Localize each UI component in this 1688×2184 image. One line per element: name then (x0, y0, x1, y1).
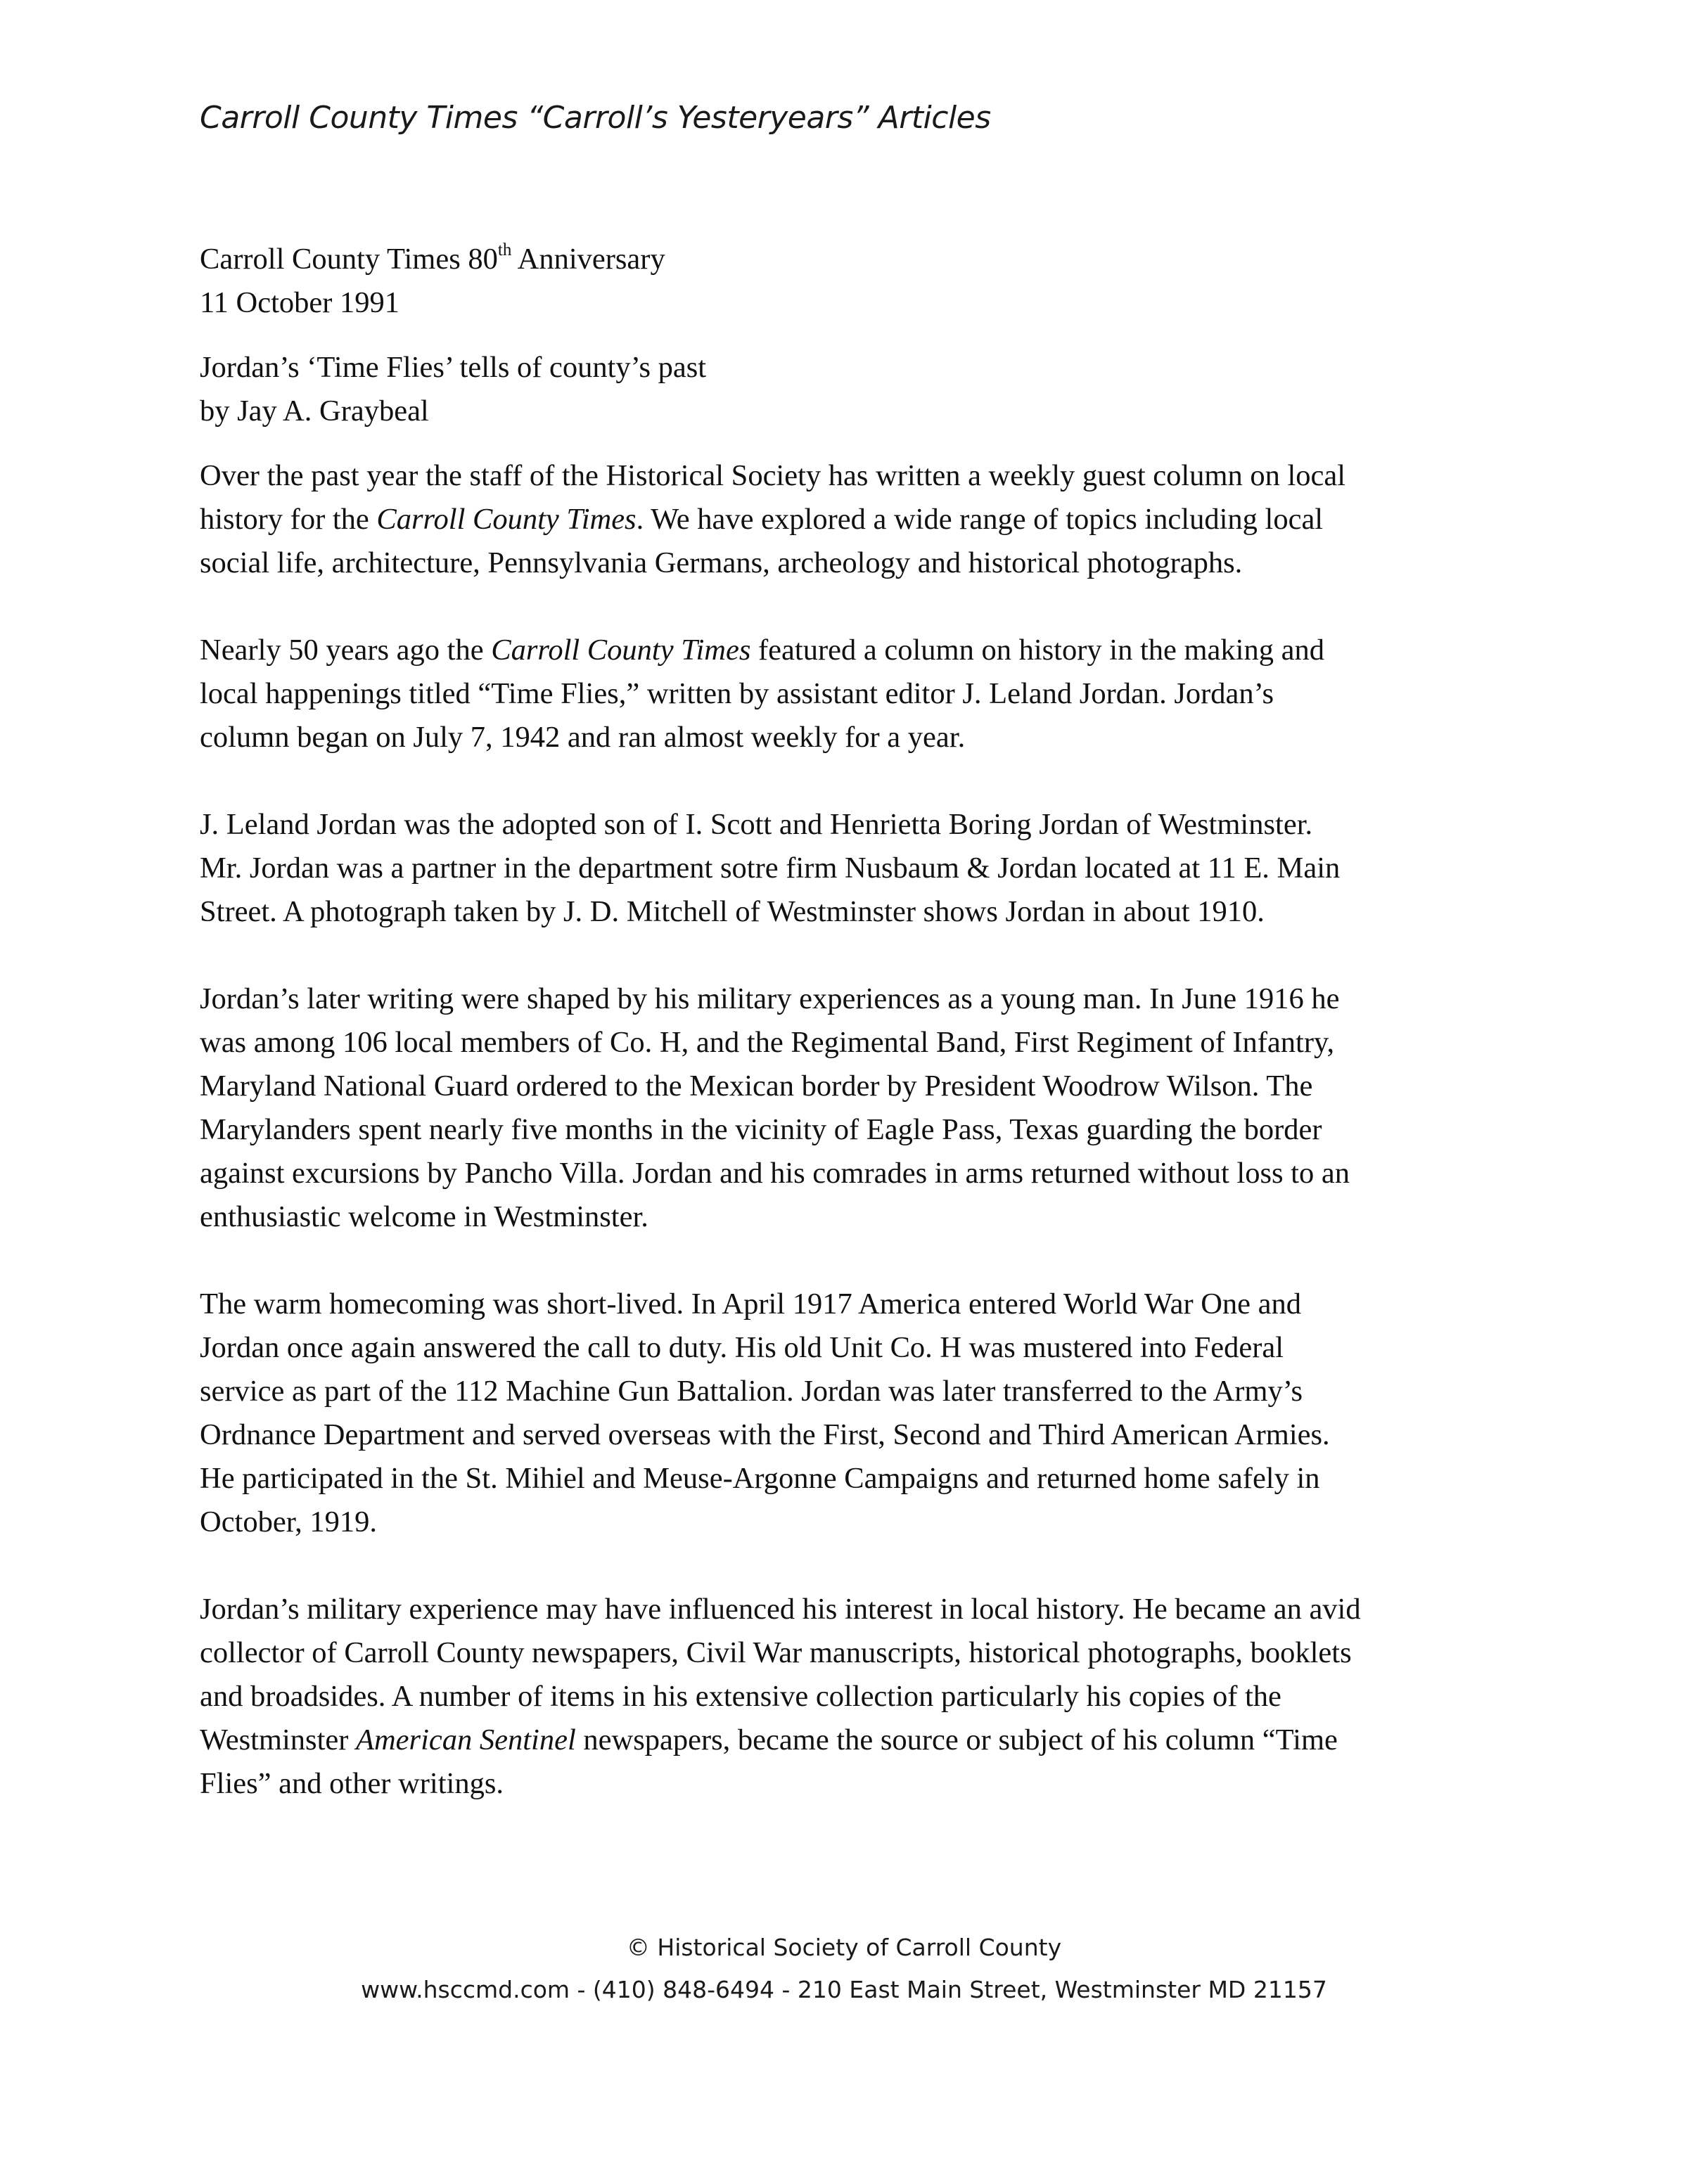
article-paragraphs (200, 454, 1505, 1806)
paragraph-1: Over the past year the staff of the Historical Society has written a weekly guest column on local history for the Carroll County Times. We have explored a wide range of topics including local social life, architecture, Pennsylvania Germans, archeology and historical photographs. (200, 459, 1346, 579)
page-footer (0, 1927, 1688, 2011)
copyright-notice: © Historical Society of Carroll County (626, 1934, 1062, 1961)
contact-info: www.hsccmd.com - (410) 848-6494 - 210 East Main Street, Westminster MD 21157 (361, 1976, 1327, 2003)
publication-info (200, 238, 1505, 325)
paragraph-2: Nearly 50 years ago the Carroll County Times featured a column on history in the making and local happenings titled “Time Flies,” written by assistant editor J. Leland Jordan. Jordan’s column began on July 7, 1942 and ran almost weekly for a year. (200, 634, 1324, 754)
running-header: Carroll County Times “Carroll’s Yesteryears” Articles (200, 100, 991, 136)
article-body (200, 238, 1505, 1806)
article-heading (200, 346, 1505, 433)
publication-name: Carroll County Times 80th Anniversary (200, 240, 665, 276)
paragraph-5: The warm homecoming was short-lived. In April 1917 America entered World War One and Jordan once again answered the call to duty. His old Unit Co. H was mustered into Federal service as part of the 112 Machine Gun Battalion. Jordan was later transferred to the Army’s Ordnance Department and served overseas with the First, Second and Third American Armies. He participated in the St. Mihiel and Meuse-Argonne Campaigns and returned home safely in October, 1919. (200, 1287, 1330, 1539)
paragraph-6: Jordan’s military experience may have influenced his interest in local history. He became an avid collector of Carroll County newspapers, Civil War manuscripts, historical photographs, booklets and broadsides. A number of items in his extensive collection particularly his copies of the Westminster American Sentinel newspapers, became the source or subject of his column “Time Flies” and other writings. (200, 1593, 1361, 1800)
newspaper-title: Carroll County Times (376, 503, 637, 536)
paragraph-3: J. Leland Jordan was the adopted son of I. Scott and Henrietta Boring Jordan of Westminster. Mr. Jordan was a partner in the department sotre firm Nusbaum & Jordan located at 11 E. Main Street. A photograph taken by J. D. Mitchell of Westminster shows Jordan in about 1910. (200, 808, 1341, 928)
publication-date: 11 October 1991 (200, 286, 400, 319)
paragraph-4: Jordan’s later writing were shaped by his military experiences as a young man. In June 1916 he was among 106 local members of Co. H, and the Regimental Band, First Regiment of Infantry, Maryland National Guard ordered to the Mexican border by President Woodrow Wilson. The Marylanders spent nearly five months in the vicinity of Eagle Pass, Texas guarding the border against excursions by Pancho Villa. Jordan and his comrades in arms returned without loss to an enthusiastic welcome in Westminster. (200, 982, 1350, 1233)
article-title: Jordan’s ‘Time Flies’ tells of county’s past (200, 351, 707, 384)
newspaper-title: American Sentinel (356, 1723, 576, 1756)
newspaper-title: Carroll County Times (491, 634, 751, 667)
byline: by Jay A. Graybeal (200, 394, 429, 428)
